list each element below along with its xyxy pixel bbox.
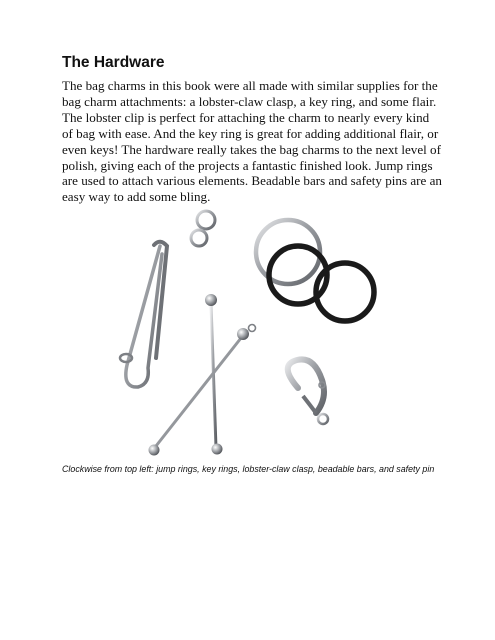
lobster-claw-clasp [288, 359, 328, 424]
hardware-photo [100, 200, 400, 462]
section-heading: The Hardware [62, 54, 165, 71]
jump-rings [191, 211, 215, 246]
figure-caption: Clockwise from top left: jump rings, key rings, lobster-claw clasp, beadable bars, and safety pin [62, 464, 435, 474]
beadable-bars [149, 294, 256, 456]
body-paragraph: The bag charms in this book were all made with similar supplies for the bag charm attachments: a lobster-claw clasp, a key ring, and some flair. The lobster clip is perfect for attaching the charm to nearly every kind of bag with ease. And the key ring is great for adding additional flair, or even keys! The hardware really takes the bag charms to the next level of polish, giving each of the projects a fantastic finished look. Jump rings are used to attach various elements. Beadable bars and safety pins are an easy way to add some bling. [62, 78, 442, 205]
safety-pin [120, 242, 167, 387]
key-rings [256, 220, 374, 321]
